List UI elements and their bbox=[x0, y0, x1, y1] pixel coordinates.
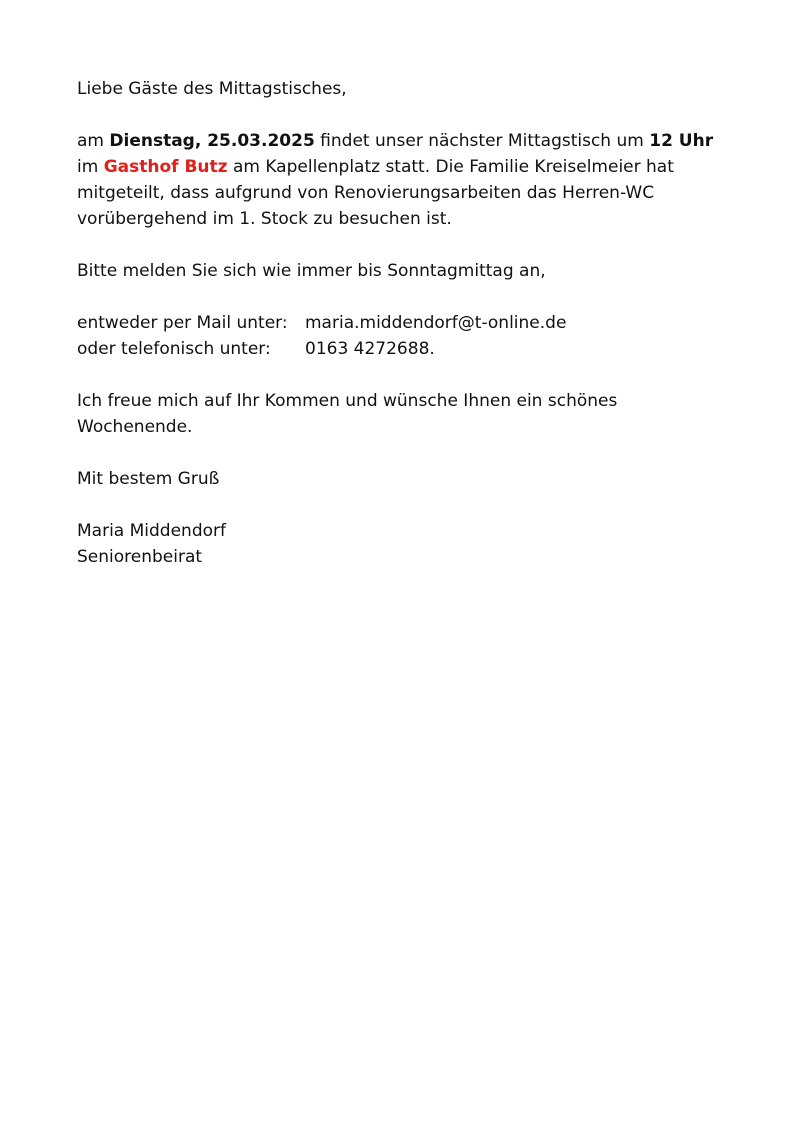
registration-text: Bitte melden Sie sich wie immer bis Sonntagmittag an, bbox=[77, 261, 546, 281]
announcement-text-1: am bbox=[77, 131, 110, 151]
contact-phone-label: oder telefonisch unter: bbox=[77, 339, 271, 359]
signature-title: Seniorenbeirat bbox=[77, 547, 203, 567]
announcement-paragraph bbox=[77, 128, 737, 232]
announcement-line-3: mitgeteilt, dass aufgrund von Renovierungsarbeiten das Herren-WC bbox=[77, 183, 655, 203]
contact-mail-label: entweder per Mail unter: bbox=[77, 313, 288, 333]
salutation bbox=[77, 466, 737, 492]
announcement-text-3: im bbox=[77, 157, 104, 177]
event-time: 12 Uhr bbox=[649, 131, 714, 151]
registration-paragraph bbox=[77, 258, 737, 284]
contact-block bbox=[77, 310, 737, 362]
announcement-line-1 bbox=[77, 128, 737, 154]
event-venue: Gasthof Butz bbox=[103, 157, 228, 177]
announcement-line-2 bbox=[77, 154, 737, 180]
contact-mail-row bbox=[77, 310, 737, 336]
contact-email: maria.middendorf@t-online.de bbox=[305, 313, 567, 333]
announcement-text-2: findet unser nächster Mittagstisch um bbox=[314, 131, 650, 151]
letter-body bbox=[77, 76, 737, 596]
closing-line-1: Ich freue mich auf Ihr Kommen und wünsche Ihnen ein schönes bbox=[77, 391, 618, 411]
closing-line-2: Wochenende. bbox=[77, 417, 193, 437]
signature-name: Maria Middendorf bbox=[77, 521, 226, 541]
event-date: Dienstag, 25.03.2025 bbox=[109, 131, 315, 151]
closing-paragraph bbox=[77, 388, 737, 440]
announcement-text-4: am Kapellenplatz statt. Die Familie Kreiselmeier hat bbox=[227, 157, 674, 177]
greeting bbox=[77, 76, 737, 102]
greeting-text: Liebe Gäste des Mittagstisches, bbox=[77, 79, 347, 99]
contact-phone: 0163 4272688. bbox=[305, 339, 435, 359]
signature-block bbox=[77, 518, 737, 570]
announcement-line-4: vorübergehend im 1. Stock zu besuchen ist. bbox=[77, 209, 452, 229]
contact-phone-row bbox=[77, 336, 737, 362]
salutation-text: Mit bestem Gruß bbox=[77, 469, 220, 489]
